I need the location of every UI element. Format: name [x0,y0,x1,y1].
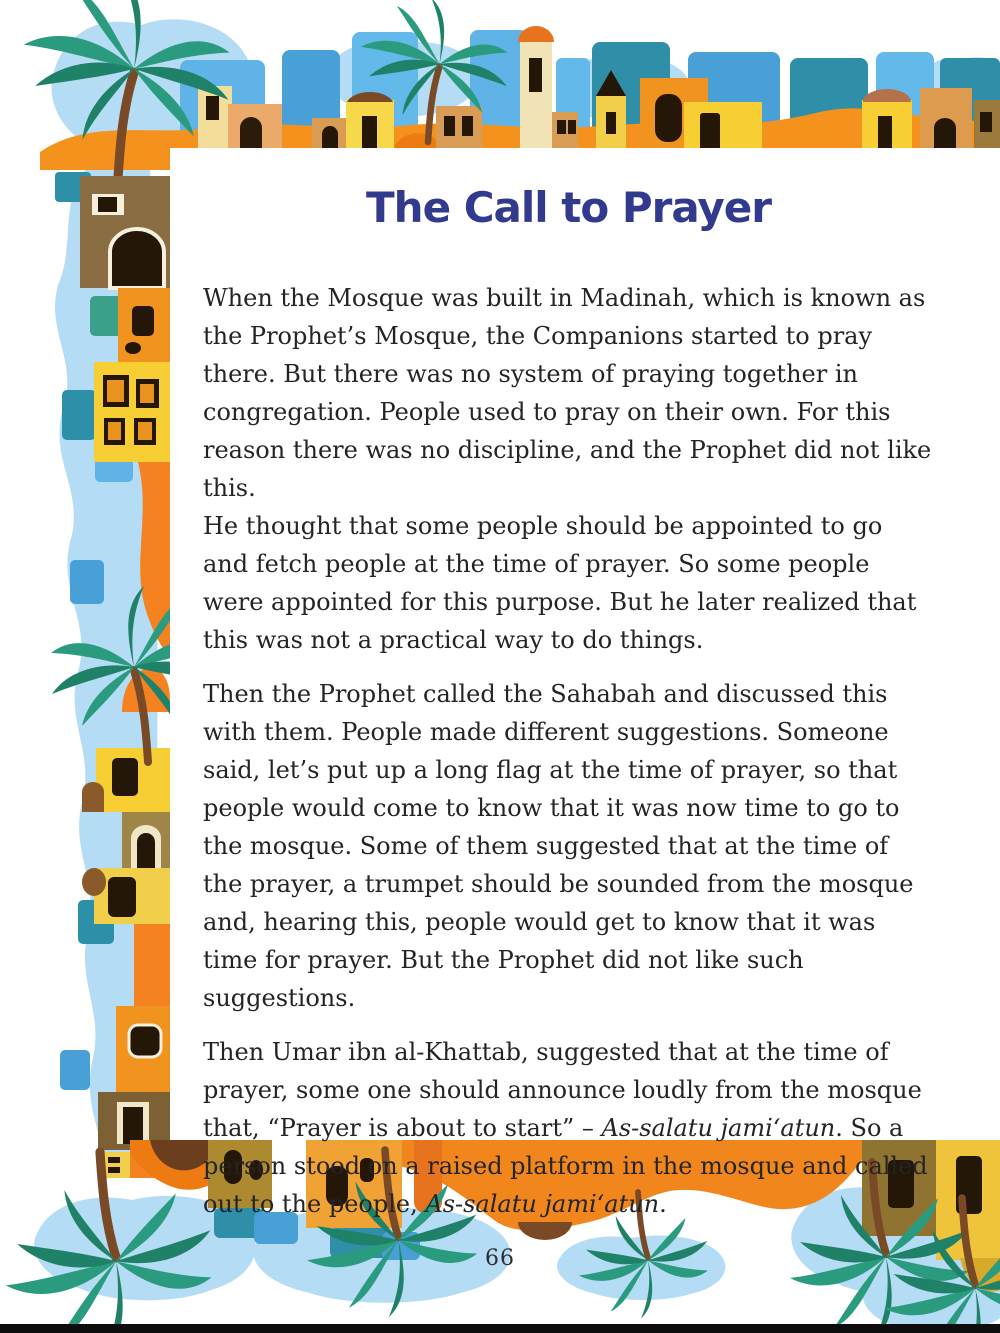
text-segment: He thought that some people should be appointed to go and fetch people at the time of prayer. So some people were appointed for this purpose. But he later realized that this was not a practical way to do things. [203,511,917,654]
paragraph [203,1033,934,1223]
text-segment: Then Umar ibn al-Khattab, suggested that at the time of prayer, some one should announce loudly from the mosque that, “Prayer is about to start” – [203,1037,922,1142]
paragraph [203,507,934,659]
page-number: 66 [485,1246,515,1271]
body-text [203,279,934,1223]
paragraph [203,279,934,507]
content-panel [170,148,1000,1218]
text-segment: When the Mosque was built in Madinah, which is known as the Prophet’s Mosque, the Companions started to pray there. But there was no system of praying together in congregation. People used to pray on their own. For this reason there was no discipline, and the Prophet did not like this. [203,283,932,502]
text-segment: Then the Prophet called the Sahabah and discussed this with them. People made different suggestions. Someone said, let’s put up a long flag at the time of prayer, so that people would come to know that it was now time to go to the mosque. Some of them suggested that at the time of the prayer, a trumpet should be sounded from the mosque and, hearing this, people would get to know that it was time for prayer. But the Prophet did not like such suggestions. [203,679,914,1012]
paragraph [203,675,934,1017]
text-block [203,1033,934,1223]
dome-icon [862,89,912,152]
arabic-phrase: As-salatu jami‘atun [425,1189,660,1218]
text-block [203,675,934,1017]
text-block [203,279,934,659]
arabic-phrase: As-salatu jami‘atun [601,1113,836,1142]
text-segment: . [659,1189,667,1218]
bottom-black-bar [0,1324,1000,1333]
minaret-icon [518,26,554,152]
text-segment: . So a person stood on a raised platform in the mosque and called out to the people, [203,1113,928,1218]
page-title: The Call to Prayer [366,183,771,232]
